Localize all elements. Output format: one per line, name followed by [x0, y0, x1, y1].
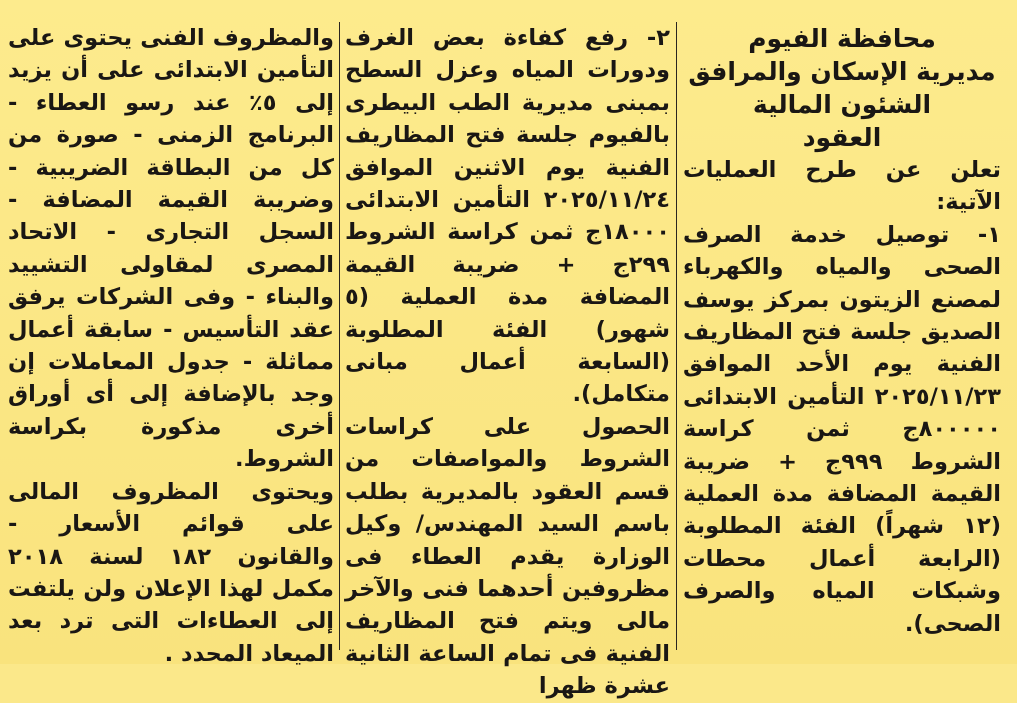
financial-envelope-paragraph: ويحتوى المظروف المالى على قوائم الأسعار - والقانون ١٨٢ لسنة ٢٠١٨ مكمل لهذا الإعلان ولن يلتفت إلى العطاءات التى ترد بعد الميعاد المحدد .	[8, 478, 335, 667]
column-right	[683, 22, 1001, 658]
column-divider-right	[676, 22, 677, 650]
tender-item-2: ٢- رفع كفاءة بعض الغرف ودورات المياه وعزل السطح بمبنى مديرية الطب البيطرى بالفيوم جلسة فتح المظاريف الفنية يوم الاثنين الموافق ٢٠٢٥/١١/٢٤ التأمين الابتدائى ١٨٠٠٠ج ثمن كراسة الشروط ٢٩٩ج + ضريبة القيمة المضافة مدة العملية (٥ شهور) الفئة المطلوبة (السابعة أعمال مبانى متكامل).	[345, 25, 670, 408]
column-left	[8, 22, 335, 667]
conditions-paragraph: الحصول على كراسات الشروط والمواصفات من قسم العقود بالمديرية بطلب باسم السيد المهندس/ وكيل الوزارة يقدم العطاء فى مظروفين أحدهما فنى والآخر مالى ويتم فتح المظاريف الفنية فى تمام الساعة الثانية عشرة ظهرا	[345, 413, 670, 700]
header-directorate: مديرية الإسكان والمرافق	[688, 57, 996, 86]
column-middle	[345, 22, 670, 700]
intro-text: تعلن عن طرح العمليات الآتية:	[683, 157, 1001, 216]
header-contracts: العقود	[802, 123, 882, 152]
header-governorate: محافظة الفيوم	[748, 24, 936, 53]
technical-envelope-paragraph: والمظروف الفنى يحتوى على التأمين الابتدائى على أن يزيد إلى ٥٪ عند رسو العطاء - البرنامج الزمنى - صورة من كل من البطاقة الضريبية - وضريبة القيمة المضافة - السجل التجارى - الاتحاد المصرى لمقاولى التشييد والبناء - وفى الشركات يرفق عقد التأسيس - سابقة أعمال مماثلة - جدول المعاملات إن وجد بالإضافة إلى أى أوراق أخرى مذكورة بكراسة الشروط.	[8, 25, 334, 473]
tender-item-1: ١- توصيل خدمة الصرف الصحى والمياه والكهرباء لمصنع الزيتون بمركز يوسف الصديق جلسة فتح المظاريف الفنية يوم الأحد الموافق ٢٠٢٥/١١/٢٣ التأمين الابتدائى ٨٠٠٠٠٠ج ثمن كراسة الشروط ٩٩٩ج + ضريبة القيمة المضافة مدة العملية (١٢ شهراً) الفئة المطلوبة (الرابعة أعمال محطات وشبكات المياه والصرف الصحى).	[683, 221, 1001, 637]
column-divider-left	[339, 22, 340, 650]
header-finance: الشئون المالية	[752, 90, 932, 119]
